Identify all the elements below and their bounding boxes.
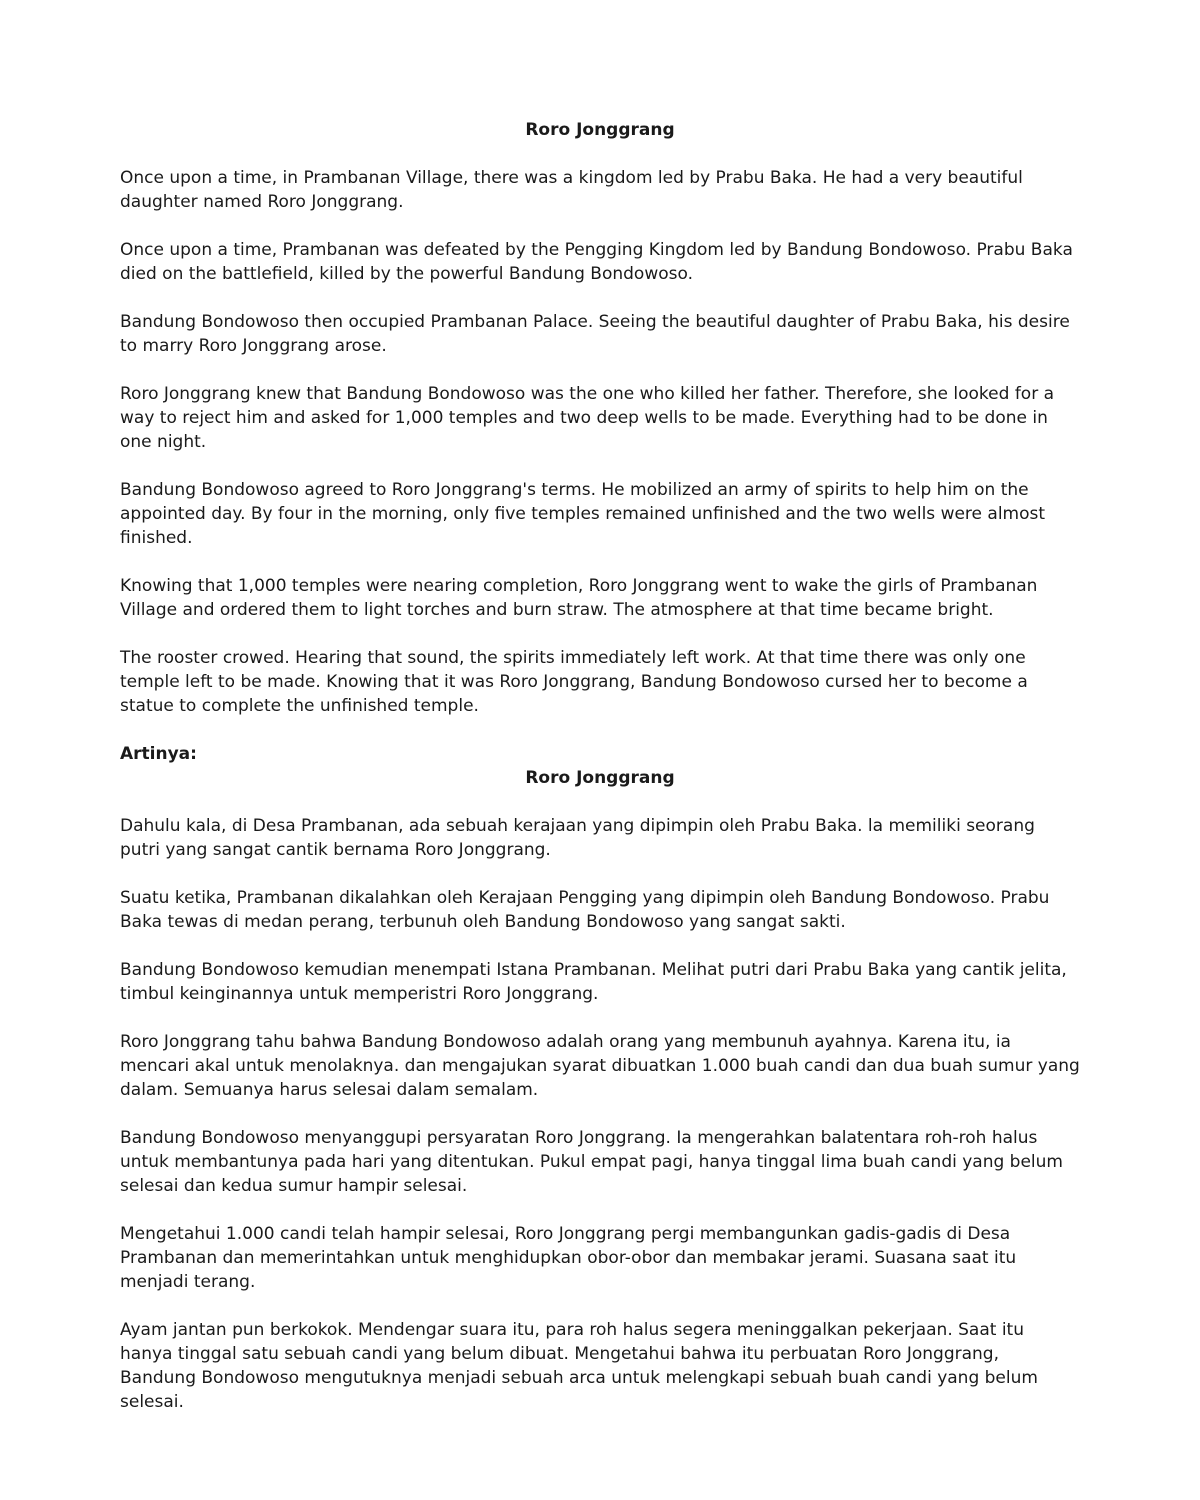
indonesian-paragraph-5: Bandung Bondowoso menyanggupi persyaratan Roro Jonggrang. Ia mengerahkan balatentara roh-roh halus untuk membantunya pada hari yang ditentukan. Pukul empat pagi, hanya tinggal lima buah candi yang belum selesai dan kedua sumur hampir selesai. bbox=[120, 1128, 1063, 1196]
english-paragraph-6: Knowing that 1,000 temples were nearing completion, Roro Jonggrang went to wake the girls of Prambanan Village and ordered them to light torches and burn straw. The atmosphere at that time became bright. bbox=[120, 576, 1038, 620]
indonesian-paragraph-3: Bandung Bondowoso kemudian menempati Istana Prambanan. Melihat putri dari Prabu Baka yang cantik jelita, timbul keinginannya untuk memperistri Roro Jonggrang. bbox=[120, 960, 1067, 1004]
english-paragraph-3: Bandung Bondowoso then occupied Prambanan Palace. Seeing the beautiful daughter of Prabu Baka, his desire to marry Roro Jonggrang arose. bbox=[120, 312, 1070, 356]
english-paragraph-5: Bandung Bondowoso agreed to Roro Jonggrang's terms. He mobilized an army of spirits to help him on the appointed day. By four in the morning, only five temples remained unfinished and the two wells were almost finished. bbox=[120, 480, 1046, 548]
indonesian-paragraph-7: Ayam jantan pun berkokok. Mendengar suara itu, para roh halus segera meninggalkan pekerjaan. Saat itu hanya tinggal satu sebuah candi yang belum dibuat. Mengetahui bahwa itu perbuatan Roro Jonggrang, Bandung Bondowoso mengutuknya menjadi sebuah arca untuk melengkapi sebuah buah candi yang belum selesai. bbox=[120, 1320, 1038, 1412]
indonesian-paragraph-1: Dahulu kala, di Desa Prambanan, ada sebuah kerajaan yang dipimpin oleh Prabu Baka. la memiliki seorang putri yang sangat cantik bernama Roro Jonggrang. bbox=[120, 816, 1035, 860]
english-paragraph-1: Once upon a time, in Prambanan Village, there was a kingdom led by Prabu Baka. He had a very beautiful daughter named Roro Jonggrang. bbox=[120, 168, 1023, 212]
english-paragraph-4: Roro Jonggrang knew that Bandung Bondowoso was the one who killed her father. Therefore, she looked for a way to reject him and asked for 1,000 temples and two deep wells to be made. Everything had to be done in one night. bbox=[120, 384, 1055, 452]
indonesian-paragraph-2: Suatu ketika, Prambanan dikalahkan oleh Kerajaan Pengging yang dipimpin oleh Bandung Bondowoso. Prabu Baka tewas di medan perang, terbunuh oleh Bandung Bondowoso yang sangat sakti. bbox=[120, 888, 1050, 932]
english-paragraph-2: Once upon a time, Prambanan was defeated by the Pengging Kingdom led by Bandung Bondowoso. Prabu Baka died on the battlefield, killed by the powerful Bandung Bondowoso. bbox=[120, 240, 1073, 284]
english-title: Roro Jonggrang bbox=[525, 120, 675, 140]
english-paragraph-7: The rooster crowed. Hearing that sound, the spirits immediately left work. At that time there was only one temple left to be made. Knowing that it was Roro Jonggrang, Bandung Bondowoso cursed her to become a statue to complete the unfinished temple. bbox=[120, 648, 1028, 716]
indonesian-paragraph-6: Mengetahui 1.000 candi telah hampir selesai, Roro Jonggrang pergi membangunkan gadis-gadis di Desa Prambanan dan memerintahkan untuk menghidupkan obor-obor dan membakar jerami. Suasana saat itu menjadi terang. bbox=[120, 1224, 1017, 1292]
translation-label: Artinya: bbox=[120, 744, 197, 764]
document-page bbox=[120, 118, 1080, 1414]
indonesian-title: Roro Jonggrang bbox=[525, 768, 675, 788]
indonesian-paragraph-4: Roro Jonggrang tahu bahwa Bandung Bondowoso adalah orang yang membunuh ayahnya. Karena itu, ia mencari akal untuk menolaknya. dan mengajukan syarat dibuatkan 1.000 buah candi dan dua buah sumur yang dalam. Semuanya harus selesai dalam semalam. bbox=[120, 1032, 1080, 1100]
